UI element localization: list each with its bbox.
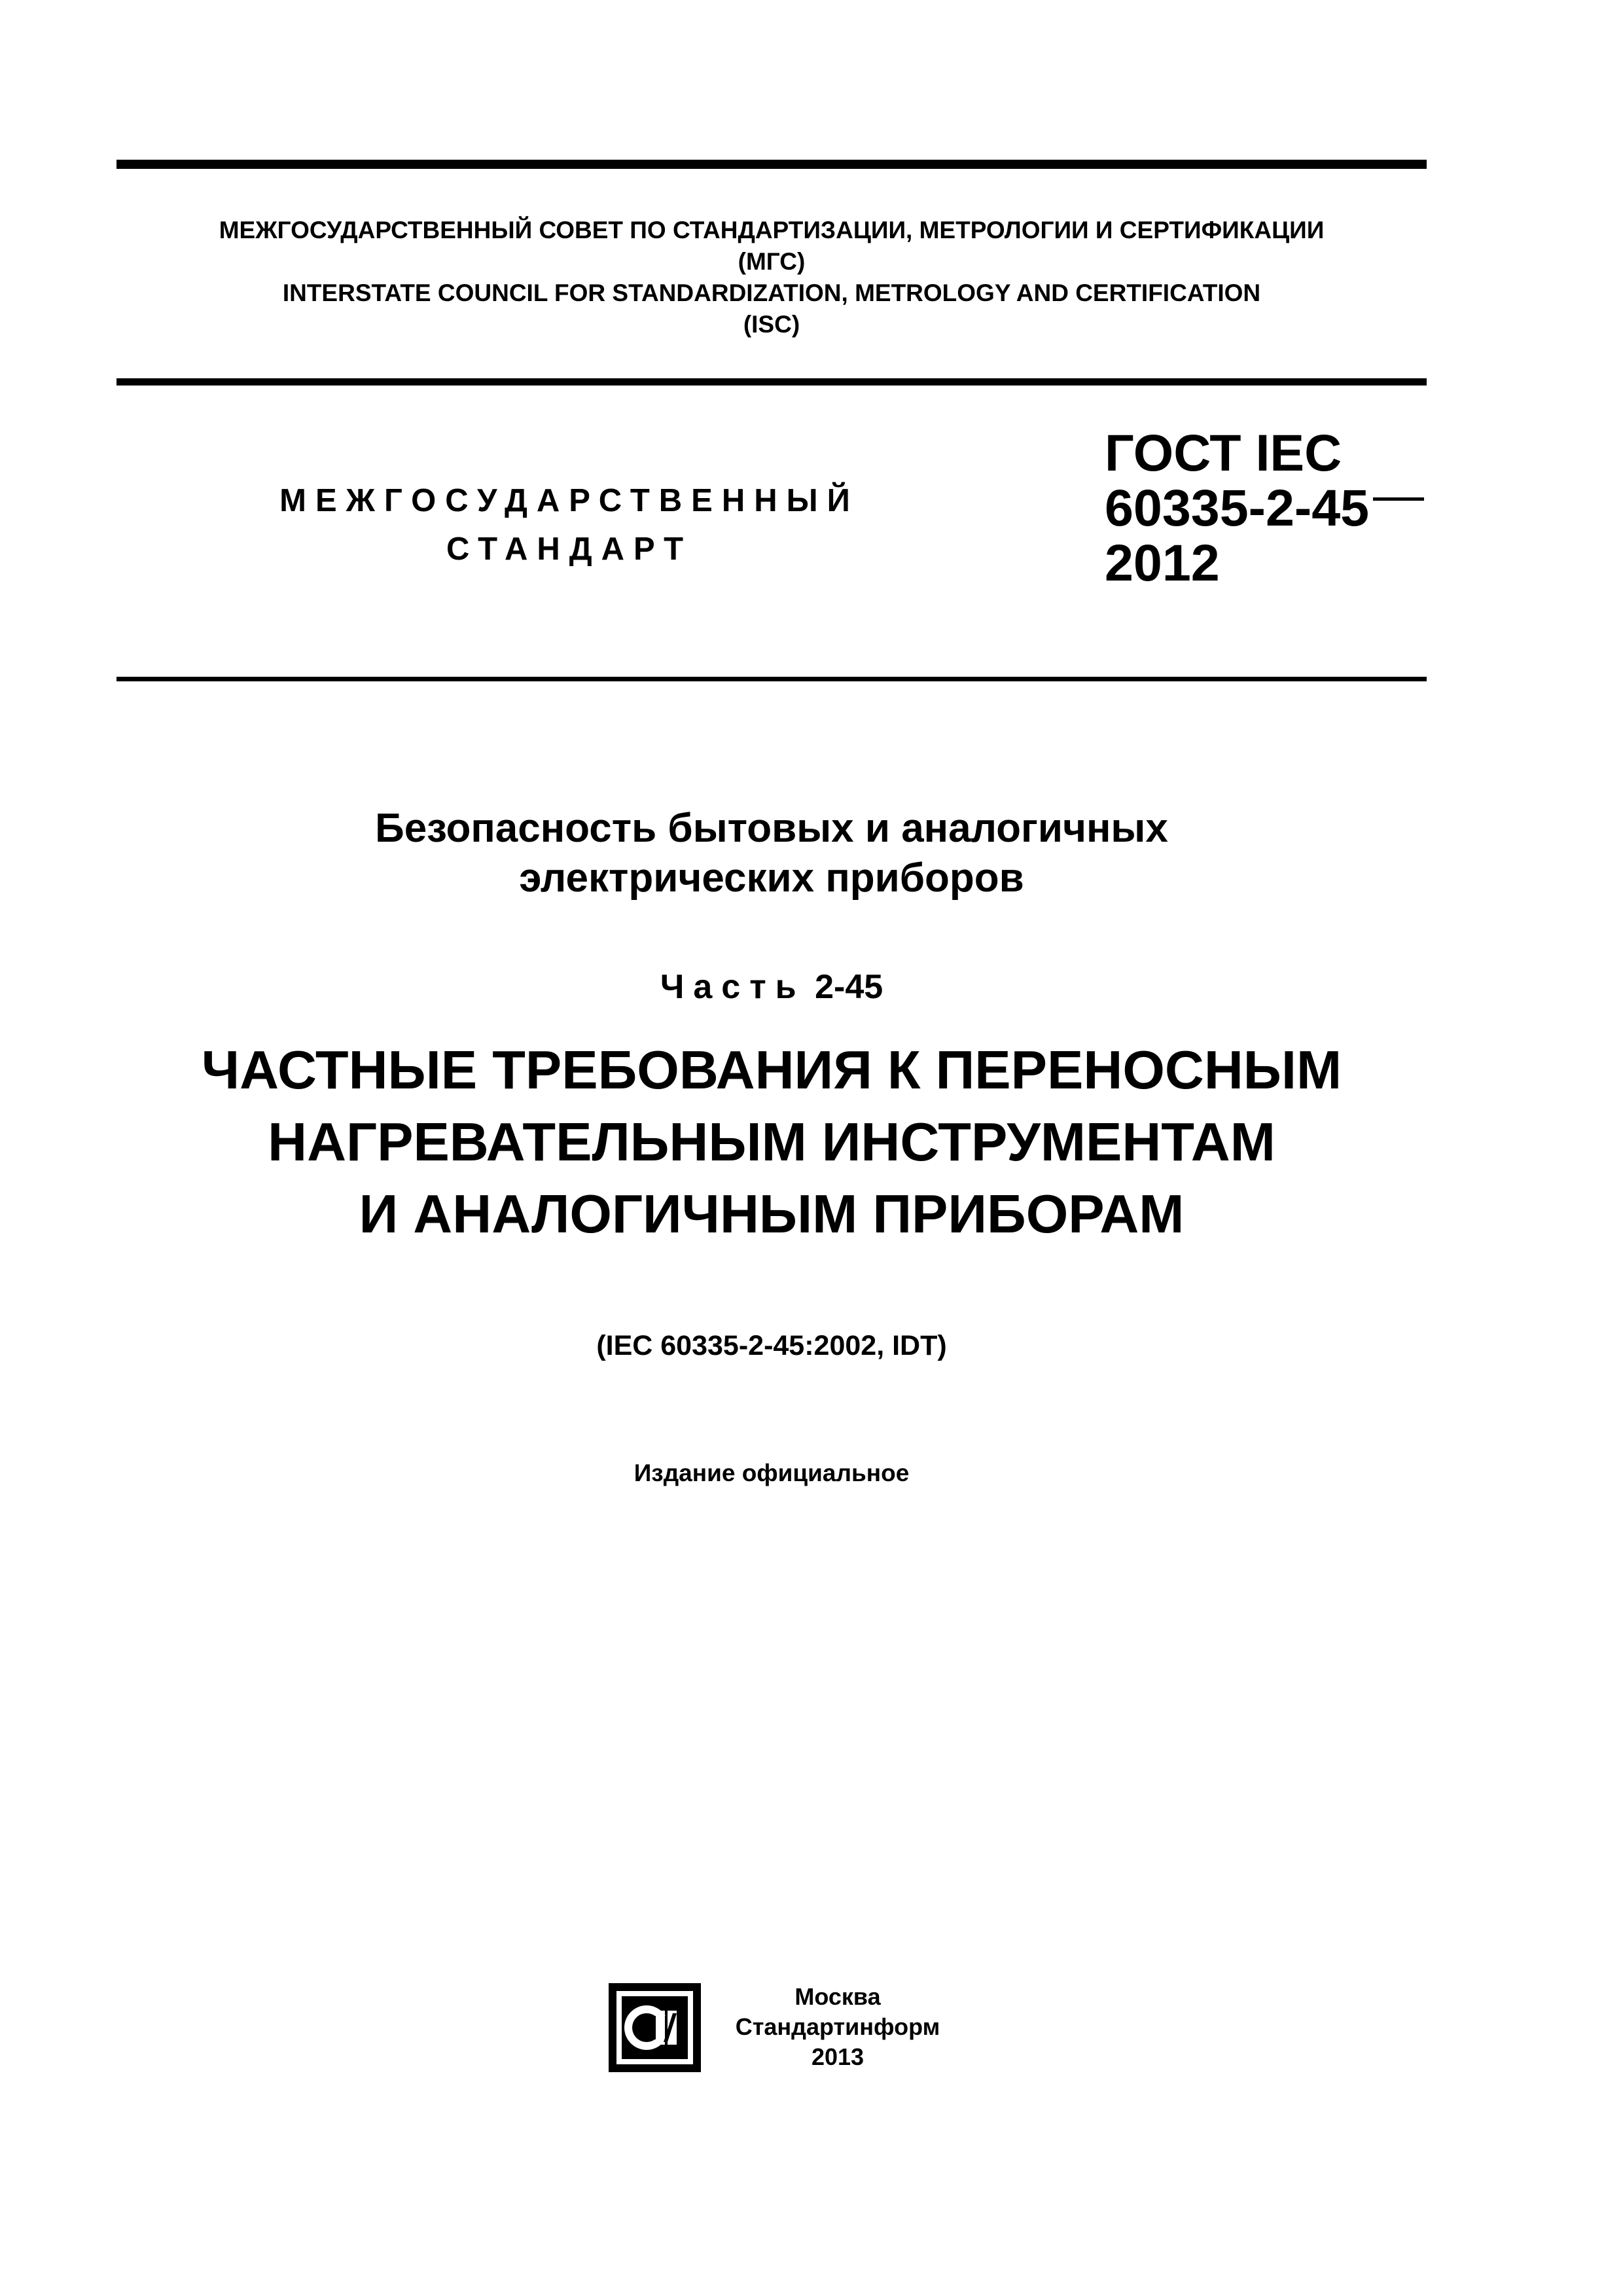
standard-code <box>1105 425 1424 590</box>
standard-code-line1: ГОСТ IEC <box>1105 423 1342 482</box>
standartinform-logo-icon <box>607 1982 702 2073</box>
standard-type-line2: СТАНДАРТ <box>446 531 693 567</box>
publisher-year: 2013 <box>811 2043 865 2070</box>
document-subtitle <box>116 1034 1427 1250</box>
organization-header <box>116 215 1427 340</box>
publisher-info <box>733 1982 942 2072</box>
standard-code-line2: 60335-2-45 <box>1105 478 1370 537</box>
subtitle-line1: ЧАСТНЫЕ ТРЕБОВАНИЯ К ПЕРЕНОСНЫМ <box>201 1039 1342 1100</box>
publisher-city: Москва <box>794 1983 881 2010</box>
document-title <box>116 804 1427 903</box>
header-bottom-rule <box>116 378 1427 386</box>
org-name-ru: МЕЖГОСУДАРСТВЕННЫЙ СОВЕТ ПО СТАНДАРТИЗАЦИИ, МЕТРОЛОГИИ И СЕРТИФИКАЦИИ <box>219 217 1325 243</box>
iec-reference: (IEC 60335-2-45:2002, IDT) <box>596 1330 947 1361</box>
publisher-name: Стандартинформ <box>735 2013 940 2040</box>
part-heading <box>116 967 1427 1007</box>
org-abbr-ru: (МГС) <box>738 248 806 275</box>
edition-note: Издание официальное <box>633 1460 910 1486</box>
subtitle-line3: И АНАЛОГИЧНЫМ ПРИБОРАМ <box>359 1183 1185 1244</box>
code-dash <box>1373 497 1424 501</box>
standard-type <box>196 476 942 573</box>
part-label: Часть <box>660 968 806 1006</box>
standard-code-line3: 2012 <box>1105 533 1220 592</box>
org-abbr-en: (ISC) <box>743 311 800 338</box>
top-rule <box>116 160 1427 169</box>
title-line1: Безопасность бытовых и аналогичных <box>375 806 1168 851</box>
part-number: 2-45 <box>815 968 883 1006</box>
title-line2: электрических приборов <box>519 855 1024 901</box>
code-bottom-rule <box>116 677 1427 681</box>
standard-type-line1: МЕЖГОСУДАРСТВЕННЫЙ <box>279 483 859 518</box>
subtitle-line2: НАГРЕВАТЕЛЬНЫМ ИНСТРУМЕНТАМ <box>268 1111 1275 1172</box>
org-name-en: INTERSTATE COUNCIL FOR STANDARDIZATION, METROLOGY AND CERTIFICATION <box>282 279 1261 306</box>
